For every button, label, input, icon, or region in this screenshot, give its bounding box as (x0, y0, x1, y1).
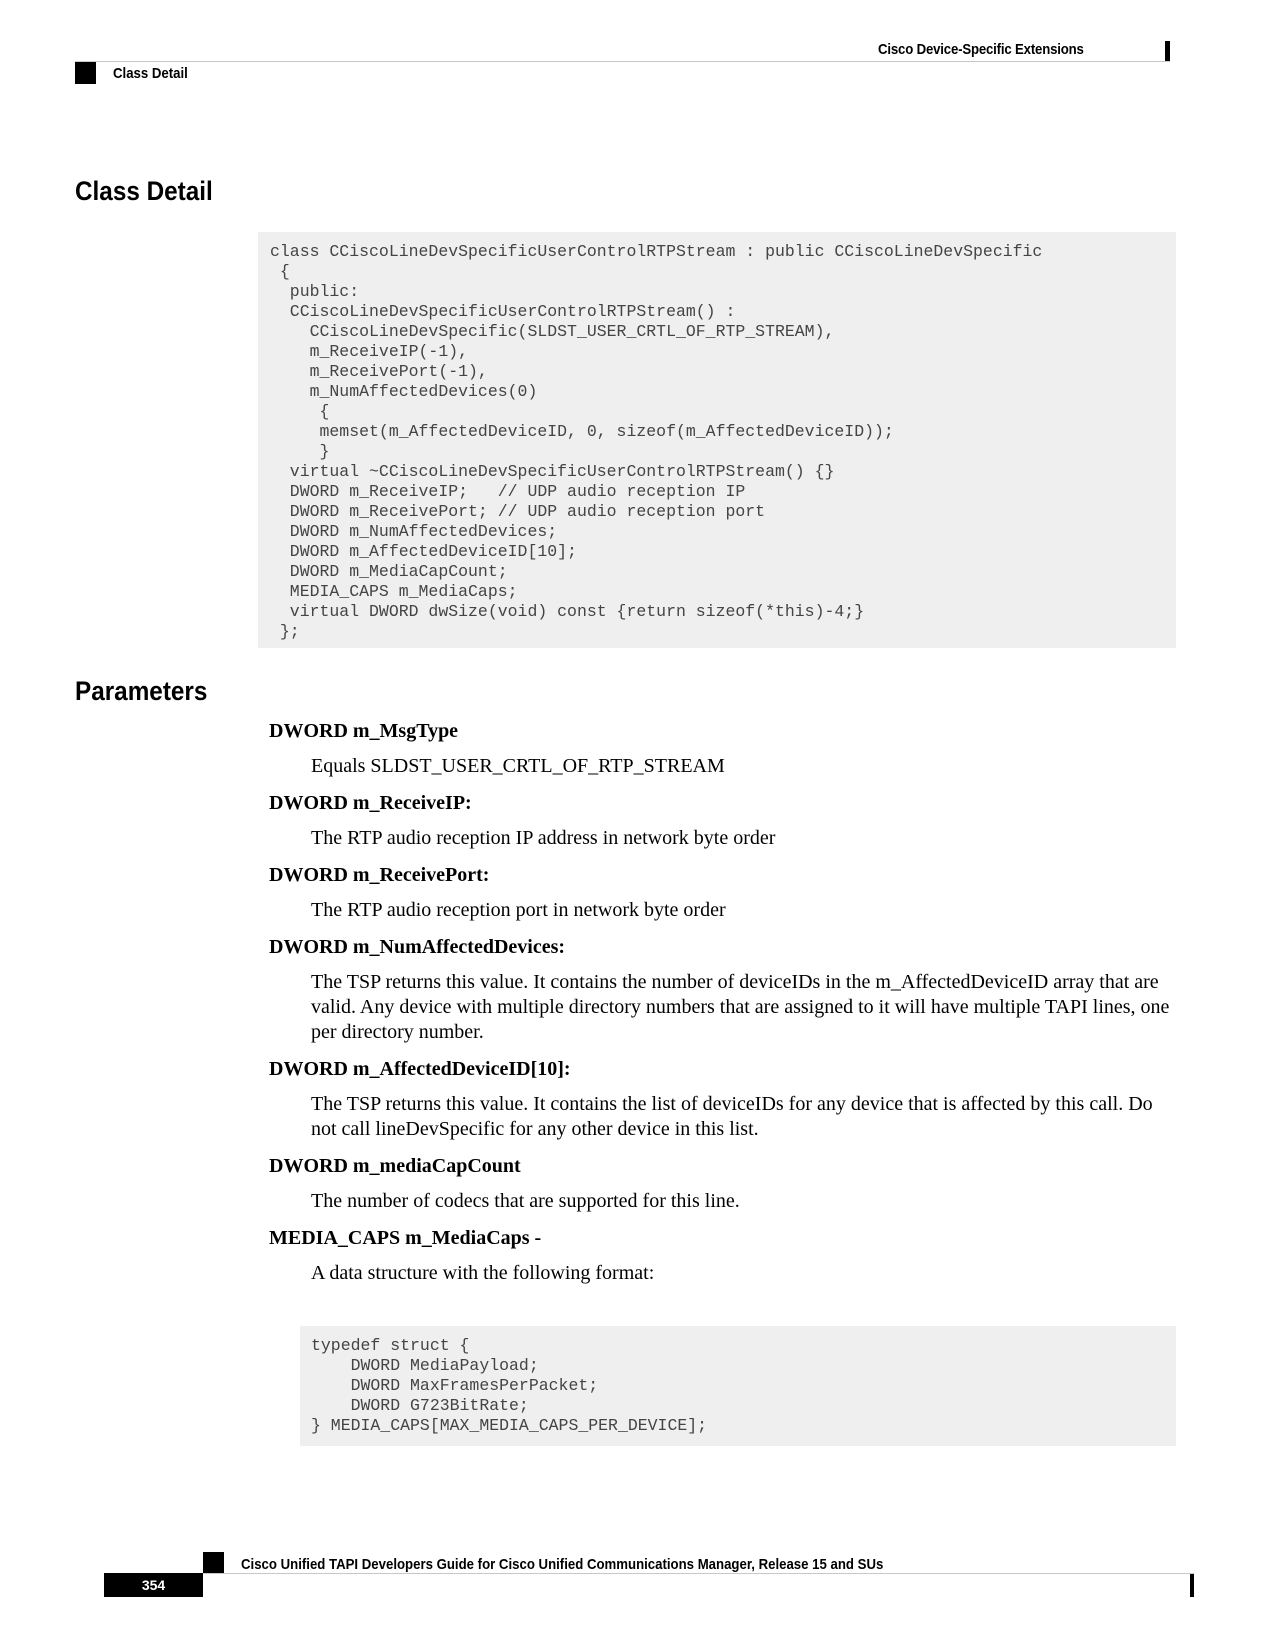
running-header-section: Class Detail (113, 65, 188, 82)
param-item-receiveport (269, 862, 1176, 923)
param-item-receiveip (269, 790, 1176, 851)
running-header-chapter: Cisco Device-Specific Extensions (878, 41, 1084, 58)
param-name: DWORD m_MsgType (269, 720, 459, 742)
param-description: Equals SLDST_USER_CRTL_OF_RTP_STREAM (311, 755, 725, 777)
class-detail-heading: Class Detail (75, 176, 213, 206)
param-item-affecteddeviceid (269, 1056, 1176, 1142)
param-description: The TSP returns this value. It contains the list of deviceIDs for any device that is affected by this call. Do not call lineDevSpecific for any other device in this list. (311, 1093, 1153, 1140)
parameters-heading: Parameters (75, 676, 208, 706)
media-caps-struct-code: typedef struct { DWORD MediaPayload; DWORD MaxFramesPerPacket; DWORD G723BitRate; } MEDIA_CAPS[MAX_MEDIA_CAPS_PER_DEVICE]; (300, 1326, 1176, 1446)
param-item-numaffecteddevices (269, 934, 1176, 1045)
param-description: The number of codecs that are supported for this line. (311, 1190, 740, 1212)
param-item-msgtype (269, 718, 1176, 779)
param-item-mediacapcount (269, 1153, 1176, 1214)
header-rule (75, 61, 1170, 62)
page-number: 354 (104, 1573, 203, 1597)
param-item-mediacaps (269, 1225, 1176, 1286)
footer-book-title: Cisco Unified TAPI Developers Guide for Cisco Unified Communications Manager, Release 15 and SUs (241, 1556, 884, 1573)
param-name: DWORD m_AffectedDeviceID[10]: (269, 1058, 571, 1080)
param-name: DWORD m_ReceiveIP: (269, 792, 472, 814)
param-name: MEDIA_CAPS m_MediaCaps - (269, 1227, 542, 1249)
header-bar-marker (1165, 41, 1170, 61)
footer-rule (104, 1573, 1194, 1574)
class-definition-code: class CCiscoLineDevSpecificUserControlRTPStream : public CCiscoLineDevSpecific { public: CCiscoLineDevSpecificUserControlRTPStream() : CCiscoLineDevSpecific(SLDST_USER_CRTL_OF_RTP_STREAM), m_ReceiveIP(-1), m_ReceivePort(-1), m_NumAffectedDevices(0) { memset(m_AffectedDeviceID, 0, sizeof(m_AffectedDeviceID)); } virtual ~CCiscoLineDevSpecificUserControlRTPStream() {} DWORD m_ReceiveIP; // UDP audio reception IP DWORD m_ReceivePort; // UDP audio reception port DWORD m_NumAffectedDevices; DWORD m_AffectedDeviceID[10]; DWORD m_MediaCapCount; MEDIA_CAPS m_MediaCaps; virtual DWORD dwSize(void) const {return sizeof(*this)-4;} }; (258, 232, 1176, 648)
parameters-list (269, 718, 1176, 1297)
param-description: The TSP returns this value. It contains the number of deviceIDs in the m_AffectedDeviceID array that are valid. Any device with multiple directory numbers that are assigned to it will have multiple TAPI lines, one per directory number. (311, 971, 1170, 1043)
param-description: The RTP audio reception port in network byte order (311, 899, 726, 921)
param-description: A data structure with the following format: (311, 1262, 655, 1284)
footer-bar-marker (1190, 1574, 1194, 1597)
param-name: DWORD m_ReceivePort: (269, 864, 490, 886)
param-name: DWORD m_NumAffectedDevices: (269, 936, 566, 958)
footer-block-marker (203, 1552, 224, 1573)
header-block-marker (75, 62, 96, 84)
param-description: The RTP audio reception IP address in network byte order (311, 827, 776, 849)
param-name: DWORD m_mediaCapCount (269, 1155, 521, 1177)
